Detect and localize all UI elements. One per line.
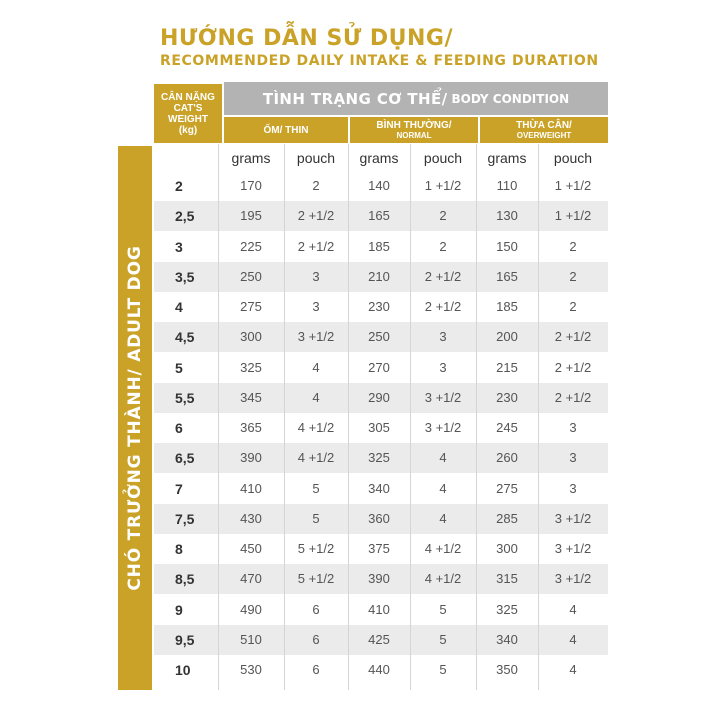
pouch-cell: 3 +1/2: [554, 571, 592, 587]
column-divider: [218, 144, 219, 690]
table-row: [154, 595, 608, 625]
table-row: [154, 625, 608, 655]
weight-cell: 7,5: [175, 510, 195, 527]
pouch-cell: 3 +1/2: [297, 329, 335, 345]
column-divider: [476, 144, 477, 690]
pouch-cell: 4: [439, 450, 447, 466]
condition-thin-header: [224, 117, 348, 143]
grams-cell: 340: [368, 480, 390, 496]
grams-cell: 275: [240, 299, 262, 314]
pouch-cell: 5: [312, 480, 320, 496]
grams-cell: 300: [496, 541, 518, 556]
pouch-cell: 4: [439, 510, 447, 526]
grams-cell: 510: [240, 631, 262, 647]
condition-thin-label: ỐM/ THIN: [263, 124, 309, 136]
table-row: [154, 292, 608, 322]
grams-cell: 410: [368, 601, 390, 617]
pouch-cell: 4: [312, 389, 320, 405]
table-row: [154, 413, 608, 443]
pouch-cell: 1 +1/2: [554, 208, 592, 224]
table-row: [154, 353, 608, 383]
grams-cell: 215: [496, 359, 518, 375]
grams-cell: 390: [368, 571, 390, 587]
grams-cell: 290: [368, 389, 390, 405]
page-subtitle: RECOMMENDED DAILY INTAKE & FEEDING DURATION: [160, 53, 599, 69]
column-divider: [538, 144, 539, 690]
weight-header-line1: CÂN NẶNG: [161, 91, 215, 103]
pouch-cell: 5 +1/2: [297, 571, 335, 587]
pouch-cell: 3: [312, 268, 320, 284]
pouch-cell: 3: [439, 329, 447, 345]
grams-cell: 250: [240, 268, 262, 284]
pouch-cell: 4: [569, 601, 577, 617]
pouch-cell: 6: [312, 601, 320, 617]
grams-cell: 225: [240, 238, 262, 254]
table-row: [154, 474, 608, 504]
condition-over-label: THỪA CÂN/: [516, 120, 572, 131]
pouch-cell: 2: [569, 299, 577, 314]
weight-cell: 9: [175, 601, 183, 618]
grams-cell: 285: [496, 510, 518, 526]
pouch-cell: 5: [439, 631, 447, 647]
pouch-cell: 3 +1/2: [424, 389, 462, 405]
column-header-grams: grams: [359, 150, 399, 166]
pouch-cell: 2 +1/2: [554, 389, 592, 405]
pouch-cell: 2 +1/2: [297, 208, 335, 224]
column-header-grams: grams: [231, 150, 271, 166]
pouch-cell: 4 +1/2: [424, 571, 462, 587]
pouch-cell: 2: [569, 238, 577, 254]
grams-cell: 325: [496, 601, 518, 617]
table-row: [154, 201, 608, 231]
side-label: CHÓ TRƯỞNG THÀNH/ ADULT DOG: [125, 245, 145, 591]
column-header-pouch: pouch: [553, 150, 593, 166]
weight-header: [154, 84, 222, 143]
grams-cell: 425: [368, 631, 390, 647]
pouch-cell: 3: [439, 359, 447, 375]
condition-normal-label: BÌNH THƯỜNG/: [376, 120, 452, 131]
grams-cell: 440: [368, 662, 390, 677]
pouch-cell: 3: [569, 450, 577, 466]
grams-cell: 450: [240, 541, 262, 556]
weight-cell: 2,5: [175, 208, 195, 225]
table-row: [154, 322, 608, 352]
grams-cell: 305: [368, 420, 390, 435]
grams-cell: 340: [496, 631, 518, 647]
grams-cell: 410: [240, 480, 262, 496]
pouch-cell: 2: [312, 178, 320, 193]
pouch-cell: 1 +1/2: [554, 178, 592, 193]
table-row: [154, 383, 608, 413]
pouch-cell: 5: [312, 510, 320, 526]
grams-cell: 325: [240, 359, 262, 375]
weight-cell: 3: [175, 238, 183, 255]
grams-cell: 390: [240, 450, 262, 466]
pouch-cell: 2: [439, 238, 447, 254]
pouch-cell: 3: [312, 299, 320, 314]
pouch-cell: 3 +1/2: [554, 510, 592, 526]
grams-cell: 130: [496, 208, 518, 224]
grams-cell: 210: [368, 268, 390, 284]
grams-cell: 245: [496, 420, 518, 435]
column-divider: [410, 144, 411, 690]
pouch-cell: 2 +1/2: [424, 299, 462, 314]
weight-cell: 5: [175, 359, 183, 376]
weight-cell: 2: [175, 178, 183, 194]
column-divider: [348, 144, 349, 690]
pouch-cell: 1 +1/2: [424, 178, 462, 193]
condition-normal-header: [350, 117, 478, 143]
weight-cell: 3,5: [175, 268, 195, 285]
table-row: [154, 232, 608, 262]
condition-over-sub: OVERWEIGHT: [516, 131, 572, 140]
pouch-cell: 3: [569, 480, 577, 496]
pouch-cell: 4 +1/2: [297, 420, 335, 435]
grams-cell: 165: [368, 208, 390, 224]
grams-cell: 470: [240, 571, 262, 587]
body-condition-sub: BODY CONDITION: [451, 91, 570, 106]
table-row: [154, 171, 608, 201]
pouch-cell: 4: [439, 480, 447, 496]
table-row: [154, 564, 608, 594]
grams-cell: 270: [368, 359, 390, 375]
grams-cell: 300: [240, 329, 262, 345]
column-header-pouch: pouch: [423, 150, 463, 166]
table-row: [154, 262, 608, 292]
body-condition-header: [224, 82, 608, 115]
grams-cell: 490: [240, 601, 262, 617]
weight-cell: 6,5: [175, 450, 195, 467]
weight-header-line2: CAT'S: [173, 102, 203, 114]
grams-cell: 165: [496, 268, 518, 284]
pouch-cell: 6: [312, 662, 320, 677]
pouch-cell: 5: [439, 662, 447, 677]
table-row: [154, 504, 608, 534]
grams-cell: 230: [368, 299, 390, 314]
weight-cell: 9,5: [175, 631, 195, 648]
weight-cell: 6: [175, 420, 183, 436]
table-row: [154, 443, 608, 473]
pouch-cell: 2: [569, 268, 577, 284]
grams-cell: 200: [496, 329, 518, 345]
pouch-cell: 5: [439, 601, 447, 617]
weight-cell: 7: [175, 480, 183, 497]
weight-cell: 8: [175, 541, 183, 557]
grams-cell: 365: [240, 420, 262, 435]
condition-normal-sub: NORMAL: [396, 131, 432, 140]
grams-cell: 170: [240, 178, 262, 193]
pouch-cell: 4: [312, 359, 320, 375]
grams-cell: 345: [240, 389, 262, 405]
pouch-cell: 3: [569, 420, 577, 435]
pouch-cell: 5 +1/2: [297, 541, 335, 556]
body-condition-main: TÌNH TRẠNG CƠ THỂ/: [262, 89, 448, 108]
grams-cell: 150: [496, 238, 518, 254]
page-title: HƯỚNG DẪN SỬ DỤNG/: [160, 26, 454, 51]
pouch-cell: 4: [569, 662, 577, 677]
weight-header-line4: (kg): [178, 124, 198, 136]
grams-cell: 230: [496, 389, 518, 405]
pouch-cell: 3 +1/2: [424, 420, 462, 435]
grams-cell: 530: [240, 662, 262, 677]
grams-cell: 185: [496, 299, 518, 314]
grams-cell: 195: [240, 208, 262, 224]
weight-cell: 8,5: [175, 571, 195, 588]
column-divider: [284, 144, 285, 690]
weight-cell: 10: [175, 662, 191, 678]
weight-header-line3: WEIGHT: [168, 113, 208, 125]
grams-cell: 260: [496, 450, 518, 466]
grams-cell: 350: [496, 662, 518, 677]
pouch-cell: 3 +1/2: [554, 541, 592, 556]
condition-over-header: [480, 117, 608, 143]
grams-cell: 360: [368, 510, 390, 526]
pouch-cell: 4: [569, 631, 577, 647]
grams-cell: 140: [368, 178, 390, 193]
table-row: [154, 655, 608, 685]
column-header-grams: grams: [487, 150, 527, 166]
pouch-cell: 2: [439, 208, 447, 224]
table-row: [154, 534, 608, 564]
pouch-cell: 2 +1/2: [554, 359, 592, 375]
pouch-cell: 4 +1/2: [297, 450, 335, 466]
pouch-cell: 6: [312, 631, 320, 647]
grams-cell: 250: [368, 329, 390, 345]
column-header-pouch: pouch: [296, 150, 336, 166]
pouch-cell: 2 +1/2: [554, 329, 592, 345]
grams-cell: 185: [368, 238, 390, 254]
weight-cell: 4: [175, 299, 183, 315]
pouch-cell: 2 +1/2: [297, 238, 335, 254]
weight-cell: 5,5: [175, 389, 195, 406]
grams-cell: 315: [496, 571, 518, 587]
grams-cell: 325: [368, 450, 390, 466]
grams-cell: 275: [496, 480, 518, 496]
grams-cell: 110: [496, 178, 518, 193]
grams-cell: 375: [368, 541, 390, 556]
pouch-cell: 2 +1/2: [424, 268, 462, 284]
pouch-cell: 4 +1/2: [424, 541, 462, 556]
grams-cell: 430: [240, 510, 262, 526]
weight-cell: 4,5: [175, 329, 195, 346]
